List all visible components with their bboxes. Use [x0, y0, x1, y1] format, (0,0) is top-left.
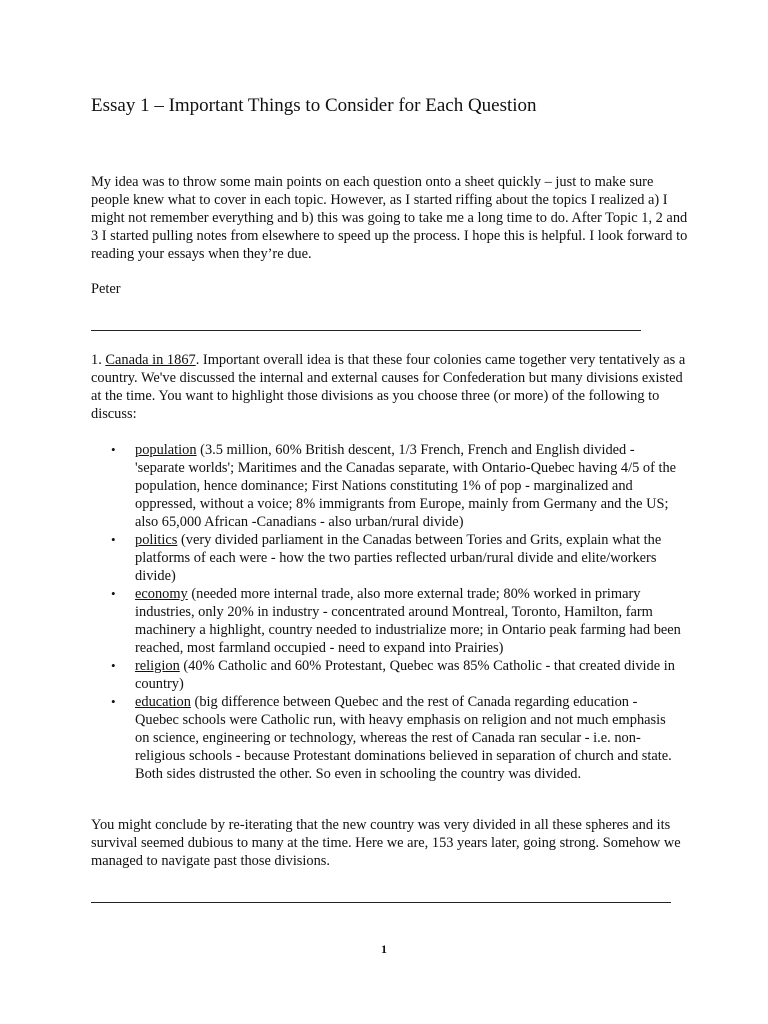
bullet-icon: •	[111, 442, 116, 457]
list-item	[91, 531, 681, 585]
bullet-term: religion	[135, 658, 180, 674]
bullet-term: economy	[135, 586, 188, 602]
question-text: . Important overall idea is that these four colonies came together very tentatively as a country. We've discussed the internal and external causes for Confederation but many divisions existed at the time. You want to highlight those divisions as you choose three (or more) of the following to discuss:	[91, 352, 686, 422]
bullet-text: (40% Catholic and 60% Protestant, Quebec was 85% Catholic - that created divide in country)	[135, 658, 675, 692]
bullet-icon: •	[111, 658, 116, 673]
question-topic: Canada in 1867	[105, 352, 196, 368]
horizontal-rule	[91, 902, 671, 903]
bullet-icon: •	[111, 586, 116, 601]
bullet-term: politics	[135, 532, 178, 548]
bullet-text: (very divided parliament in the Canadas between Tories and Grits, explain what the platforms of each were - how the two parties reflected urban/rural divide and elite/workers divide)	[135, 532, 662, 584]
horizontal-rule	[91, 330, 641, 331]
conclusion-paragraph: You might conclude by re-iterating that the new country was very divided in all these spheres and its survival seemed dubious to many at the time. Here we are, 153 years later, going strong. Somehow we managed to navigate past those divisions.	[91, 817, 681, 869]
bullet-icon: •	[111, 532, 116, 547]
bullet-icon: •	[111, 694, 116, 709]
bullet-term: education	[135, 694, 191, 710]
division-bullet-list	[91, 441, 681, 783]
question-number: 1.	[91, 352, 106, 368]
document-title: Essay 1 – Important Things to Consider for Each Question	[91, 95, 537, 116]
list-item	[91, 693, 681, 783]
bullet-text: (big difference between Quebec and the rest of Canada regarding education - Quebec schools were Catholic run, with heavy emphasis on religion and not much emphasis on science, engineering or technology, whereas the rest of Canada ran secular - i.e. non-religious schools - because Protestant dominations believed in separation of church and state. Both sides distrusted the other. So even in schooling the country was divided.	[135, 694, 672, 782]
signature: Peter	[91, 281, 121, 297]
list-item	[91, 441, 681, 531]
list-item	[91, 657, 681, 693]
intro-paragraph: My idea was to throw some main points on each question onto a sheet quickly – just to make sure people knew what to cover in each topic. However, as I started riffing about the topics I realized a) I might not remember everything and b) this was going to take me a long time to do. After Topic 1, 2 and 3 I started pulling notes from elsewhere to speed up the process. I hope this is helpful. I look forward to reading your essays when they’re due.	[91, 174, 688, 262]
list-item	[91, 585, 681, 657]
bullet-term: population	[135, 442, 197, 458]
bullet-text: (3.5 million, 60% British descent, 1/3 French, French and English divided - 'separate worlds'; Maritimes and the Canadas separate, with Ontario-Quebec having 4/5 of the population, hence dominance; First Nations constituting 1% of pop - marginalized and oppressed, without a voice; 8% immigrants from Europe, mainly from Germany and the US; also 65,000 African -Canadians - also urban/rural divide)	[135, 442, 677, 530]
bullet-text: (needed more internal trade, also more external trade; 80% worked in primary industries, only 20% in industry - concentrated around Montreal, Toronto, Hamilton, farm machinery a highlight, country needed to industrialize more; in Ontario peak farming had been reached, most farmland occupied - need to expand into Prairies)	[135, 586, 681, 656]
page-number: 1	[381, 942, 387, 956]
question-1-paragraph	[91, 351, 691, 423]
